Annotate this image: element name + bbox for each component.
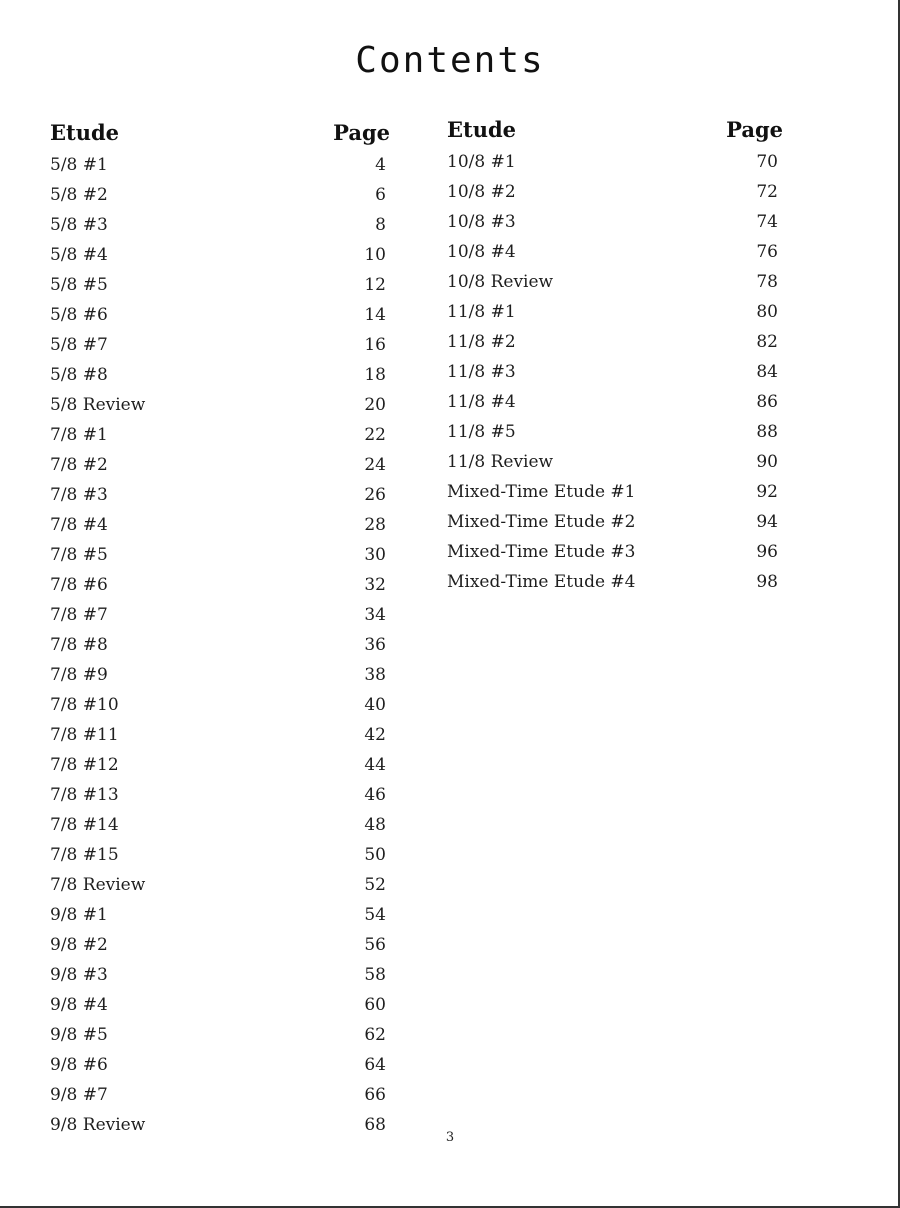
- toc-entry: [50, 570, 390, 600]
- etude-name: 10/8 #3: [447, 212, 516, 232]
- toc-entry: [50, 690, 390, 720]
- page-ref: 50: [364, 845, 386, 865]
- toc-column-left: [50, 116, 390, 1140]
- toc-entry: [50, 750, 390, 780]
- page-ref: 20: [364, 395, 386, 415]
- etude-name: 7/8 #10: [50, 695, 119, 715]
- page-ref: 68: [364, 1115, 386, 1135]
- etude-name: 7/8 #5: [50, 545, 108, 565]
- toc-entry: [50, 180, 390, 210]
- page-ref: 32: [364, 575, 386, 595]
- page-ref: 44: [364, 755, 386, 775]
- page-ref: 62: [364, 1025, 386, 1045]
- page-ref: 34: [364, 605, 386, 625]
- etude-name: 5/8 #1: [50, 155, 108, 175]
- page-ref: 4: [375, 155, 386, 175]
- page-ref: 70: [756, 152, 778, 172]
- etude-name: 10/8 #4: [447, 242, 516, 262]
- etude-name: 5/8 #3: [50, 215, 108, 235]
- etude-name: 9/8 #6: [50, 1055, 108, 1075]
- page-header: Page: [726, 117, 783, 142]
- toc-entry: [50, 390, 390, 420]
- etude-name: 5/8 #8: [50, 365, 108, 385]
- etude-name: 7/8 #11: [50, 725, 119, 745]
- etude-name: 9/8 #3: [50, 965, 108, 985]
- etude-name: 11/8 Review: [447, 452, 554, 472]
- toc-entry: [50, 630, 390, 660]
- etude-name: 11/8 #2: [447, 332, 516, 352]
- page-ref: 58: [364, 965, 386, 985]
- toc-entry: [447, 327, 783, 357]
- etude-name: 7/8 #9: [50, 665, 108, 685]
- etude-name: 9/8 #2: [50, 935, 108, 955]
- page-ref: 36: [364, 635, 386, 655]
- page-ref: 78: [756, 272, 778, 292]
- toc-entry: [447, 147, 783, 177]
- toc-entry: [447, 207, 783, 237]
- page-ref: 40: [364, 695, 386, 715]
- etude-name: 7/8 #13: [50, 785, 119, 805]
- etude-name: 7/8 #3: [50, 485, 108, 505]
- etude-name: 9/8 Review: [50, 1115, 146, 1135]
- page-number: 3: [445, 1130, 455, 1145]
- etude-name: Mixed-Time Etude #4: [447, 572, 636, 592]
- etude-name: 7/8 #14: [50, 815, 119, 835]
- etude-name: 7/8 #15: [50, 845, 119, 865]
- page-ref: 94: [756, 512, 778, 532]
- toc-entry: [50, 1050, 390, 1080]
- page-ref: 46: [364, 785, 386, 805]
- page-ref: 84: [756, 362, 778, 382]
- toc-entry: [50, 600, 390, 630]
- toc-entry: [50, 1020, 390, 1050]
- page-ref: 16: [364, 335, 386, 355]
- etude-name: 5/8 Review: [50, 395, 146, 415]
- toc-entry: [447, 537, 783, 567]
- page-ref: 96: [756, 542, 778, 562]
- etude-name: Mixed-Time Etude #2: [447, 512, 636, 532]
- etude-name: 11/8 #1: [447, 302, 516, 322]
- etude-header: Etude: [50, 120, 120, 145]
- toc-entry: [447, 417, 783, 447]
- toc-entry: [50, 930, 390, 960]
- toc-entry: [447, 357, 783, 387]
- toc-entry: [50, 330, 390, 360]
- etude-name: 11/8 #3: [447, 362, 516, 382]
- toc-entry: [447, 177, 783, 207]
- toc-entry: [447, 297, 783, 327]
- toc-entry: [50, 150, 390, 180]
- etude-name: 10/8 Review: [447, 272, 554, 292]
- toc-entry: [50, 240, 390, 270]
- page-ref: 26: [364, 485, 386, 505]
- toc-entry: [447, 477, 783, 507]
- page-ref: 10: [364, 245, 386, 265]
- column-header: [50, 116, 390, 150]
- toc-entry: [50, 720, 390, 750]
- etude-name: 5/8 #7: [50, 335, 108, 355]
- etude-name: 5/8 #6: [50, 305, 108, 325]
- toc-entry: [50, 960, 390, 990]
- toc-entry: [447, 447, 783, 477]
- page-ref: 18: [364, 365, 386, 385]
- page-ref: 52: [364, 875, 386, 895]
- etude-name: 7/8 #2: [50, 455, 108, 475]
- toc-entry: [50, 210, 390, 240]
- etude-name: 5/8 #2: [50, 185, 108, 205]
- page-title: Contents: [355, 40, 545, 81]
- toc-entry: [50, 270, 390, 300]
- page-ref: 48: [364, 815, 386, 835]
- etude-name: 7/8 Review: [50, 875, 146, 895]
- etude-name: 9/8 #4: [50, 995, 108, 1015]
- etude-name: 9/8 #1: [50, 905, 108, 925]
- page-ref: 8: [375, 215, 386, 235]
- toc-entry: [50, 780, 390, 810]
- page-ref: 14: [364, 305, 386, 325]
- toc-entry: [447, 507, 783, 537]
- etude-name: 7/8 #1: [50, 425, 108, 445]
- etude-name: 11/8 #4: [447, 392, 516, 412]
- toc-entry: [50, 480, 390, 510]
- toc-entry: [50, 900, 390, 930]
- etude-name: 9/8 #5: [50, 1025, 108, 1045]
- page-ref: 60: [364, 995, 386, 1015]
- column-header: [447, 113, 783, 147]
- etude-name: 7/8 #4: [50, 515, 108, 535]
- toc-entry: [50, 660, 390, 690]
- toc-entry: [50, 450, 390, 480]
- page-ref: 74: [756, 212, 778, 232]
- etude-name: 10/8 #2: [447, 182, 516, 202]
- toc-entry: [447, 237, 783, 267]
- toc-entry: [50, 990, 390, 1020]
- toc-entry: [50, 420, 390, 450]
- page-ref: 24: [364, 455, 386, 475]
- page-ref: 22: [364, 425, 386, 445]
- toc-entry: [50, 870, 390, 900]
- page-ref: 98: [756, 572, 778, 592]
- toc-entry: [50, 300, 390, 330]
- page-header: Page: [333, 120, 390, 145]
- etude-name: 5/8 #4: [50, 245, 108, 265]
- page-ref: 42: [364, 725, 386, 745]
- page-ref: 76: [756, 242, 778, 262]
- toc-entry: [447, 387, 783, 417]
- page-ref: 6: [375, 185, 386, 205]
- page-ref: 12: [364, 275, 386, 295]
- page-ref: 30: [364, 545, 386, 565]
- toc-entry: [50, 360, 390, 390]
- etude-name: 7/8 #6: [50, 575, 108, 595]
- etude-header: Etude: [447, 117, 517, 142]
- etude-name: 10/8 #1: [447, 152, 516, 172]
- toc-entry: [447, 567, 783, 597]
- etude-name: 7/8 #7: [50, 605, 108, 625]
- page-ref: 64: [364, 1055, 386, 1075]
- toc-entry: [50, 1080, 390, 1110]
- etude-name: 7/8 #12: [50, 755, 119, 775]
- page-ref: 88: [756, 422, 778, 442]
- toc-entry: [447, 267, 783, 297]
- page-ref: 38: [364, 665, 386, 685]
- page-ref: 72: [756, 182, 778, 202]
- page-ref: 82: [756, 332, 778, 352]
- page-ref: 80: [756, 302, 778, 322]
- toc-column-right: [447, 116, 783, 597]
- page-ref: 90: [756, 452, 778, 472]
- etude-name: Mixed-Time Etude #3: [447, 542, 636, 562]
- page-ref: 56: [364, 935, 386, 955]
- page-ref: 66: [364, 1085, 386, 1105]
- etude-name: 7/8 #8: [50, 635, 108, 655]
- toc-entry: [50, 810, 390, 840]
- page-ref: 54: [364, 905, 386, 925]
- etude-name: 11/8 #5: [447, 422, 516, 442]
- etude-name: 5/8 #5: [50, 275, 108, 295]
- etude-name: 9/8 #7: [50, 1085, 108, 1105]
- page-ref: 92: [756, 482, 778, 502]
- toc-entry: [50, 840, 390, 870]
- toc-entry: [50, 540, 390, 570]
- page-ref: 86: [756, 392, 778, 412]
- toc-entry: [50, 510, 390, 540]
- page-ref: 28: [364, 515, 386, 535]
- etude-name: Mixed-Time Etude #1: [447, 482, 636, 502]
